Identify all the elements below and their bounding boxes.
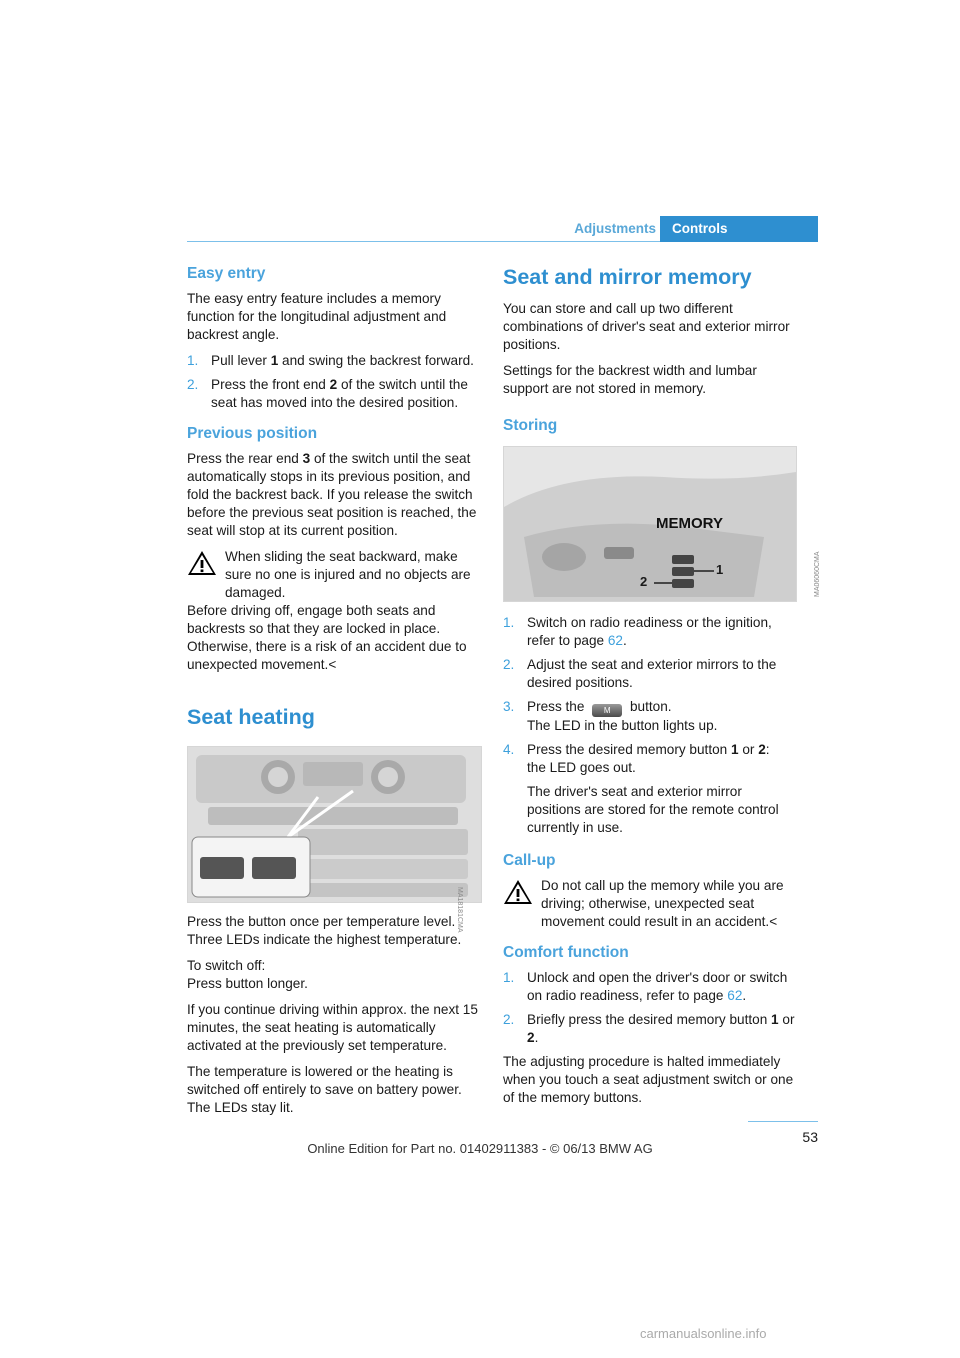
warning-text: When sliding the seat backward, make sure no one is injured and no objects are damaged. [225, 549, 471, 600]
step-text: Unlock and open the driver's door or switch on radio readiness, refer to page 62. [527, 970, 788, 1003]
right-column [503, 264, 821, 1115]
memory-label: MEMORY [656, 515, 723, 532]
step-text: Briefly press the desired memory button 1 or 2. [527, 1012, 795, 1045]
memory-figure [503, 446, 821, 602]
previous-position-text: Press the rear end 3 of the switch until the seat automatically stops in its previous position, and fold the backrest back. If you release the switch before the previous seat position is reached, the seat will stop at its current position. [187, 451, 477, 538]
step-number: 1. [503, 615, 515, 630]
step-number: 3. [503, 699, 515, 714]
step-text: Pull lever 1 and swing the backrest forward. [211, 353, 474, 368]
edition-line: Online Edition for Part no. 01402911383 - © 06/13 BMW AG [307, 1141, 653, 1156]
end-mark: < [328, 657, 337, 672]
watermark: carmanualsonline.info [640, 1326, 767, 1341]
warning-icon [187, 550, 217, 576]
end-mark: < [769, 914, 778, 929]
step-number: 1. [187, 353, 199, 368]
list-item [503, 1011, 799, 1047]
seat-heating-heading: Seat heating [187, 705, 315, 729]
svg-text:MA18181CMA: MA18181CMA [456, 887, 463, 933]
page-number: 53 [802, 1129, 818, 1145]
warning-text-2: Before driving off, engage both seats and backrests so that they are locked in place. Otherwise, there is a risk of an accident due to unexpected movement.< [187, 603, 467, 672]
step-number: 2. [503, 1012, 515, 1027]
warning-block [187, 548, 482, 602]
warning-text: Do not call up the memory while you are driving; otherwise, unexpected seat movement could result in an accident. [541, 878, 784, 929]
comfort-text: The adjusting procedure is halted immediately when you touch a seat adjustment switch or one of the memory buttons. [503, 1054, 794, 1105]
list-item [187, 352, 482, 370]
section-title: Adjustments [574, 221, 656, 236]
list-item [503, 656, 799, 692]
storing-heading: Storing [503, 417, 558, 434]
list-item [503, 969, 799, 1005]
comfort-heading: Comfort function [503, 944, 629, 961]
list-item [503, 614, 799, 650]
memory-p1: You can store and call up two different combinations of driver's seat and exterior mirror positions. [503, 301, 790, 352]
step-text: Press the front end 2 of the switch until the seat has moved into the desired position. [211, 377, 468, 410]
header-rule [187, 241, 660, 242]
list-item [503, 698, 799, 735]
step-text: Press the desired memory button 1 or 2: the LED goes out. The driver's seat and exterior mirror positions are stored for the remote control currently in use. [527, 742, 779, 835]
step-text: Adjust the seat and exterior mirrors to the desired positions. [527, 657, 777, 690]
left-column [187, 264, 482, 1125]
step-number: 1. [503, 970, 515, 985]
list-item [187, 376, 482, 412]
figure-number-2: 2 [640, 574, 648, 589]
seat-heating-p4: The temperature is lowered or the heating is switched off entirely to save on battery power. The LEDs stay lit. [187, 1064, 462, 1115]
step-text: Switch on radio readiness or the ignition, refer to page 62. [527, 615, 772, 648]
step-number: 2. [187, 377, 199, 392]
warning-icon [503, 879, 533, 905]
seat-heating-p3: If you continue driving within approx. the next 15 minutes, the seat heating is automatically activated at the previously set temperature. [187, 1002, 478, 1053]
previous-position-heading: Previous position [187, 425, 318, 442]
seat-heating-p1: Press the button once per temperature level. Three LEDs indicate the highest temperature. [187, 914, 462, 947]
memory-m-button-icon: M [592, 704, 622, 717]
figure-code: MA06060CMA [814, 551, 821, 597]
footer-rule [748, 1121, 818, 1122]
chapter-tab: Controls [660, 216, 818, 242]
step-text: Press the M button. The LED in the button lights up. [527, 699, 718, 733]
easy-entry-heading: Easy entry [187, 265, 266, 282]
step-number: 4. [503, 742, 515, 757]
page-link[interactable]: 62 [607, 633, 623, 648]
page-link[interactable]: 62 [727, 988, 743, 1003]
memory-p2: Settings for the backrest width and lumbar support are not stored in memory. [503, 363, 757, 396]
memory-buttons-illustration [504, 447, 821, 601]
easy-entry-intro: The easy entry feature includes a memory function for the longitudinal adjustment and backrest angle. [187, 291, 447, 342]
memory-heading: Seat and mirror memory [503, 265, 752, 289]
callup-heading: Call-up [503, 852, 556, 869]
figure-number-1: 1 [716, 562, 724, 577]
list-item [503, 741, 799, 837]
seat-heating-p2: To switch off: Press button longer. [187, 958, 308, 991]
step-number: 2. [503, 657, 515, 672]
warning-block [503, 877, 799, 931]
